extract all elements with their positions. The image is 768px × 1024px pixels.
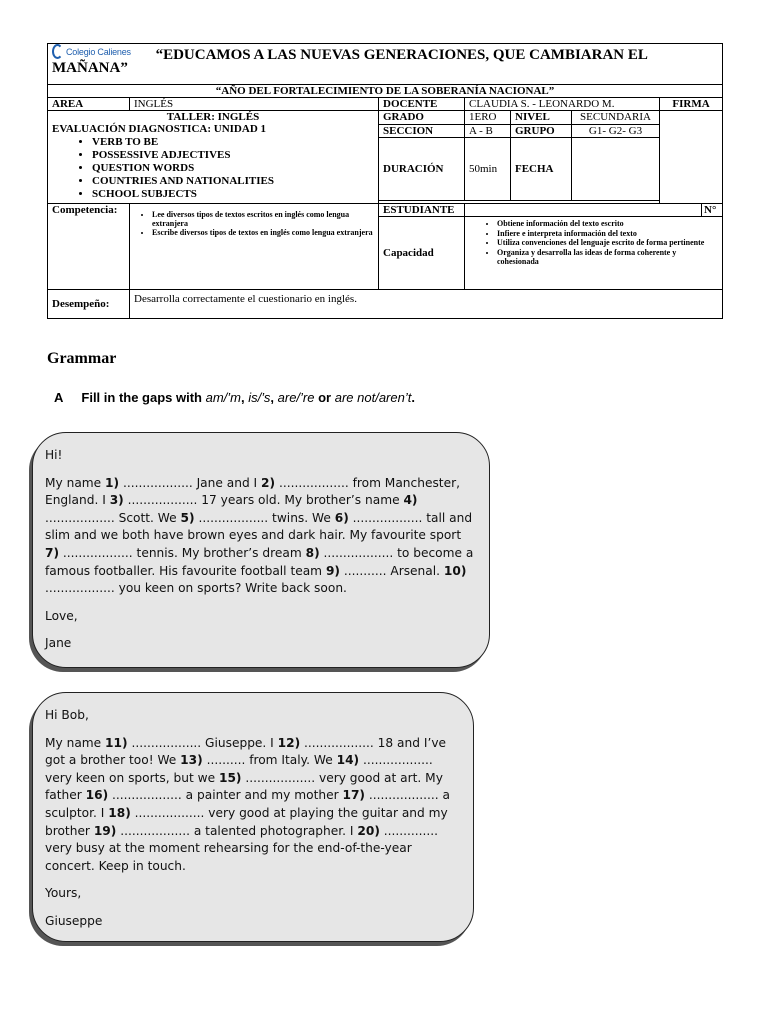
letter-body: My name 1) .................. Jane and I 2) .................. from Manchester, England. I 3) .................. 17 years old. My brother’s name 4) .................. Scott. We 5) .................. twins. We 6) .................. tall and slim and we both have brown eyes and dark hair. My favourite sport 7) .................. tennis. My brother’s dream 8) .................. to become a famous footballer. His favourite football team 9) ........... Arsenal. 10) .................. you keen on sports? Write back soon. xyxy=(45,475,474,596)
capacidad-item: • Obtiene información del texto escrito xyxy=(497,219,718,229)
taller-title: TALLER: INGLÉS xyxy=(166,111,260,123)
estudiante-label: ESTUDIANTE xyxy=(379,204,465,217)
docente-label: DOCENTE xyxy=(379,98,465,111)
capacidad-cell xyxy=(465,217,723,290)
capacidad-item: • Infiere e interpreta información del texto xyxy=(497,229,718,239)
firma-box xyxy=(660,111,723,204)
instr-sep: , xyxy=(241,390,249,405)
competencia-list xyxy=(134,210,374,237)
seccion-label: SECCION xyxy=(379,124,465,138)
exercise-instruction xyxy=(54,390,415,405)
school-motto: “EDUCAMOS A LAS NUEVAS GENERACIONES, QUE CAMBIARAN EL MAÑANA” xyxy=(52,47,648,76)
instr-end: . xyxy=(411,390,415,405)
topic-item: • POSSESSIVE ADJECTIVES xyxy=(92,149,374,162)
option-are-not: are not/aren’t xyxy=(334,390,412,405)
nivel-value: SECUNDARIA xyxy=(572,111,660,125)
fecha-value xyxy=(572,138,660,201)
area-value: INGLÉS xyxy=(130,98,379,111)
letter-greeting: Hi Bob, xyxy=(45,708,89,722)
school-logo xyxy=(52,44,131,59)
capacidad-item: • Organiza y desarrolla las ideas de forma coherente y cohesionada xyxy=(497,248,718,267)
option-are: are/’re xyxy=(277,390,315,405)
topic-item: • VERB TO BE xyxy=(92,136,374,149)
topic-item: • COUNTRIES AND NATIONALITIES xyxy=(92,175,374,188)
grammar-title: Grammar xyxy=(47,350,117,367)
capacidad-item: • Utiliza convenciones del lenguaje escrito de forma pertinente xyxy=(497,238,718,248)
competencia-item: • Escribe diversos tipos de textos en inglés como lengua extranjera xyxy=(152,228,374,237)
instr-sep: , xyxy=(270,390,278,405)
letter-jane xyxy=(32,432,490,668)
topic-list xyxy=(52,136,374,201)
competencia-label: Competencia: xyxy=(48,204,130,290)
letter-giuseppe xyxy=(32,692,474,942)
letter-body: My name 11) .................. Giuseppe. I 12) .................. 18 and I’ve got a brother too! We 13) .......... from Italy. We 14) .................. very keen on sports, but we 15) .................. very good at art. My father 16) .................. a painter and my mother 17) .................. a sculptor. I 18) .................. very good at playing the guitar and my brother 19) .................. a talented photographer. I 20) .............. very busy at the moment rehearsing for the end-of-the-year concert. Keep in touch. xyxy=(45,735,450,873)
fecha-label: FECHA xyxy=(511,138,572,201)
competencia-item: • Lee diversos tipos de textos escritos en inglés como lengua extranjera xyxy=(152,210,374,228)
letter-signature: Jane xyxy=(45,636,72,651)
grado-value: 1ERO xyxy=(465,111,511,125)
grupo-label: GRUPO xyxy=(511,124,572,138)
seccion-value: A - B xyxy=(465,124,511,138)
duracion-value: 50min xyxy=(465,138,511,201)
numero-label: N° xyxy=(702,204,723,217)
motto-cell xyxy=(48,44,723,85)
topic-item: • SCHOOL SUBJECTS xyxy=(92,188,374,201)
instr-or: or xyxy=(314,390,335,405)
instr-text: Fill in the gaps with xyxy=(81,390,206,405)
logo-text: Colegio Calienes xyxy=(66,46,131,57)
logo-icon xyxy=(52,44,63,59)
letter-sign-off: Love, xyxy=(45,608,78,623)
letter-signature: Giuseppe xyxy=(45,913,103,928)
duracion-label: DURACIÓN xyxy=(379,138,465,201)
desempeno-label: Desempeño: xyxy=(48,290,130,319)
estudiante-value xyxy=(465,204,702,217)
letter-sign-off: Yours, xyxy=(45,886,82,901)
evaluacion-title: EVALUACIÓN DIAGNOSTICA: UNIDAD 1 xyxy=(52,123,267,135)
option-am: am/’m xyxy=(205,390,242,405)
firma-label: FIRMA xyxy=(660,98,723,111)
capacidad-list xyxy=(469,219,718,267)
year-name: “AÑO DEL FORTALECIMIENTO DE LA SOBERANÍA NACIONAL” xyxy=(48,85,723,98)
docente-value: CLAUDIA S. - LEONARDO M. xyxy=(465,98,660,111)
topic-item: • QUESTION WORDS xyxy=(92,162,374,175)
nivel-label: NIVEL xyxy=(511,111,572,125)
grado-label: GRADO xyxy=(379,111,465,125)
area-label: AREA xyxy=(48,98,130,111)
exercise-letter: A xyxy=(54,390,64,405)
header-table xyxy=(47,43,723,319)
grupo-value: G1- G2- G3 xyxy=(572,124,660,138)
letter-greeting: Hi! xyxy=(45,448,63,462)
desempeno-value: Desarrolla correctamente el cuestionario en inglés. xyxy=(130,290,723,319)
capacidad-label: Capacidad xyxy=(379,217,465,290)
competencia-cell xyxy=(130,204,379,290)
taller-cell xyxy=(48,111,379,204)
option-is: is/’s xyxy=(248,390,271,405)
